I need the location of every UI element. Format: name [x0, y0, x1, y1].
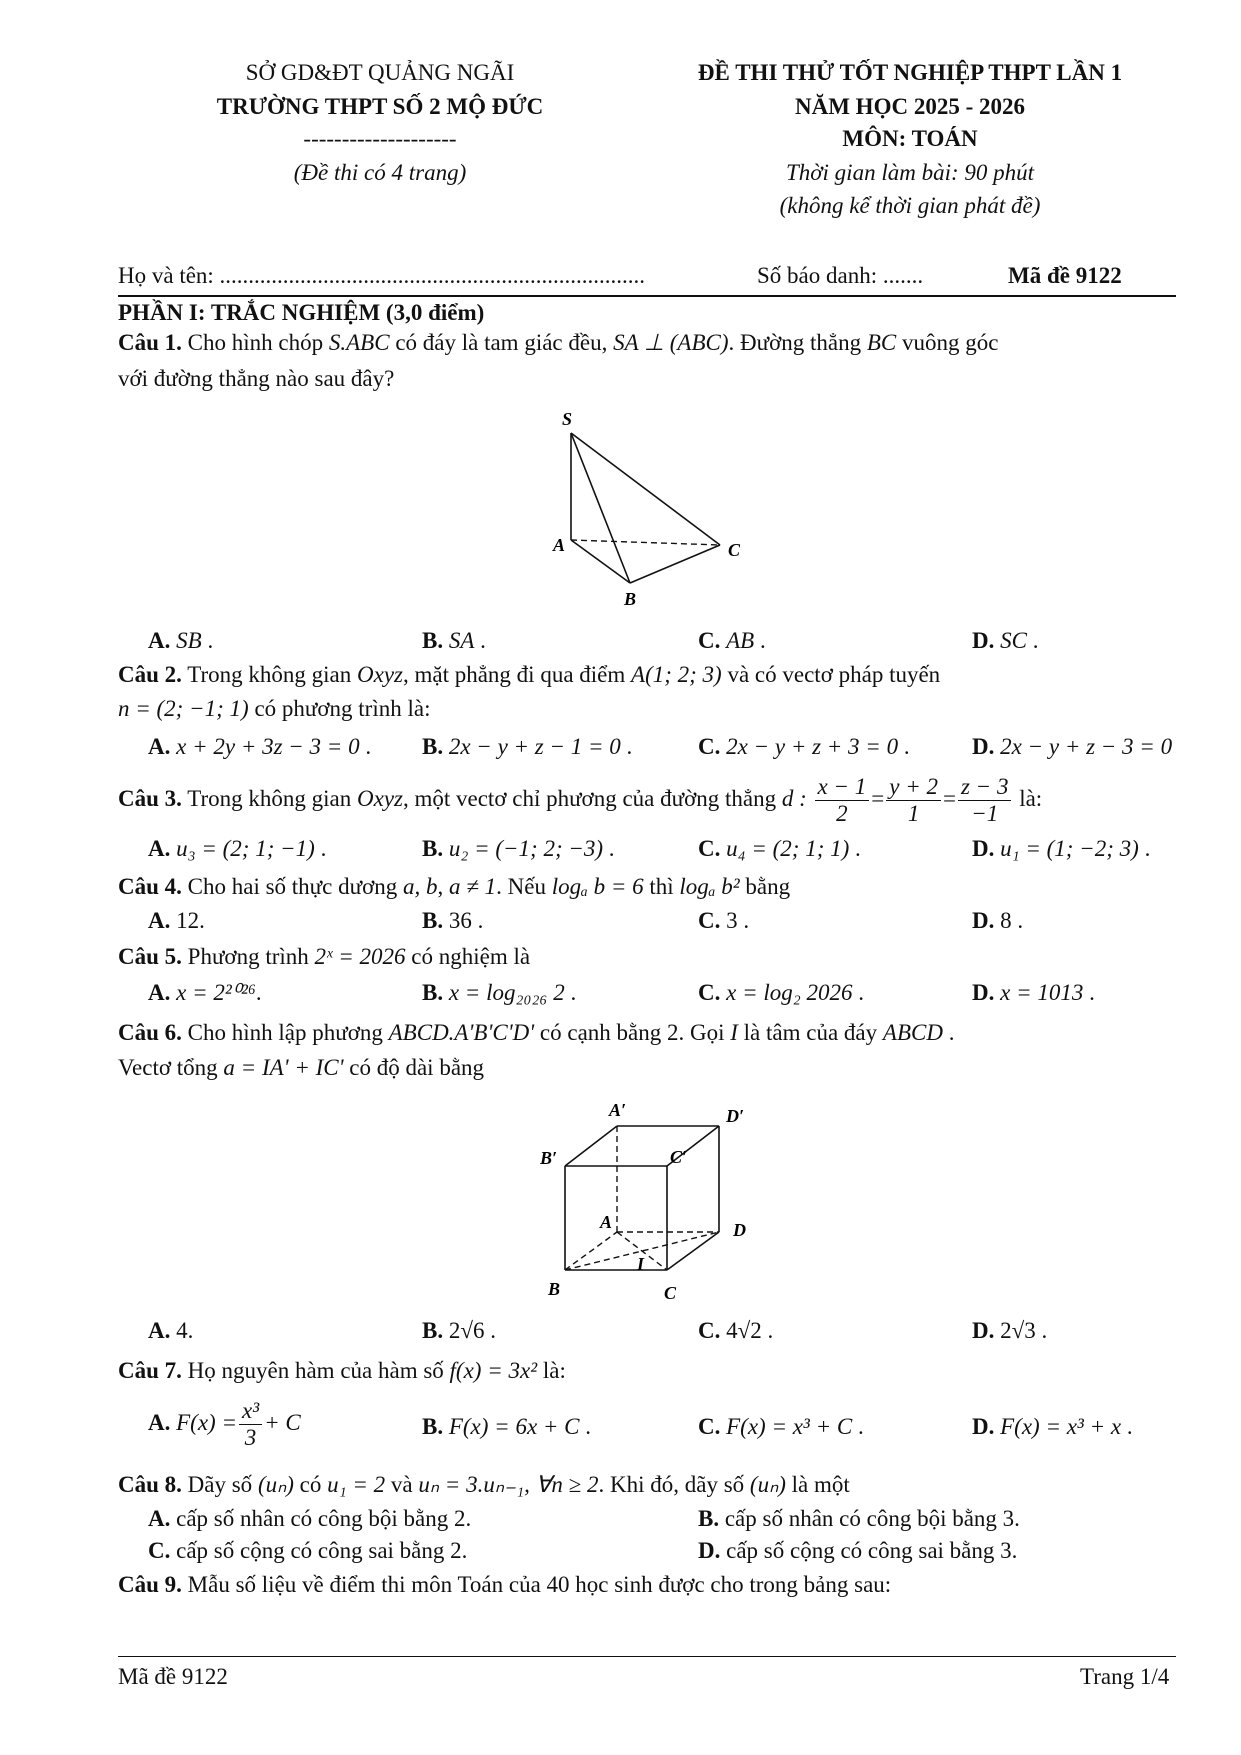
question-7: Câu 7. Họ nguyên hàm của hàm số f(x) = 3x² là: — [118, 1358, 566, 1383]
q1-option-b[interactable]: B. SA . — [422, 628, 486, 653]
q3-option-a[interactable]: A. u₃ = (2; 1; −1) . — [148, 836, 327, 861]
q2-option-b[interactable]: B. 2x − y + z − 1 = 0 . — [422, 734, 633, 759]
q2-option-d[interactable]: D. 2x − y + z − 3 = 0 — [972, 734, 1173, 759]
q6-option-a[interactable]: A. 4. — [148, 1318, 194, 1343]
exam-code: Mã đề 9122 — [1008, 263, 1122, 288]
question-6: Câu 6. Cho hình lập phương ABCD.A'B'C'D' có cạnh bằng 2. Gọi I là tâm của đáy ABCD . — [118, 1020, 955, 1045]
q3-option-b[interactable]: B. u₂ = (−1; 2; −3) . — [422, 836, 615, 861]
question-6-line2: Vectơ tổng a = IA' + IC' có độ dài bằng — [118, 1055, 485, 1080]
section-title: PHẦN I: TRẮC NGHIỆM (3,0 điểm) — [118, 300, 485, 325]
q4-option-a[interactable]: A. 12. — [148, 908, 205, 933]
page-count-note: (Đề thi có 4 trang) — [293, 160, 467, 185]
question-4: Câu 4. Cho hai số thực dương a, b, a ≠ 1. Nếu logₐ b = 6 thì logₐ b² bằng — [118, 874, 791, 899]
q8-option-b[interactable]: B. cấp số nhân có công bội bằng 3. — [698, 1506, 1020, 1531]
question-2: Câu 2. Trong không gian Oxyz, mặt phẳng đi qua điểm A(1; 2; 3) và có vectơ pháp tuyến — [118, 662, 941, 687]
q5-option-b[interactable]: B. x = log₂₀₂₆ 2 . — [422, 980, 577, 1005]
pyramid-figure — [540, 405, 760, 605]
footer-exam-code: Mã đề 9122 — [118, 1664, 228, 1689]
q8-option-a[interactable]: A. cấp số nhân có công bội bằng 2. — [148, 1506, 472, 1531]
vertex-label-b: B — [624, 589, 637, 605]
vertex-label-c: C — [728, 540, 741, 560]
q3-option-d[interactable]: D. u₁ = (1; −2; 3) . — [972, 836, 1151, 861]
vertex-label-b-prime: B′ — [540, 1148, 558, 1168]
q7-option-c[interactable]: C. F(x) = x³ + C . — [698, 1414, 864, 1439]
student-name-field: Họ và tên: .......................................................................... — [118, 263, 646, 288]
q7-option-b[interactable]: B. F(x) = 6x + C . — [422, 1414, 592, 1439]
fraction-3: $\frac{z - 3}{-1}$ — [958, 774, 1011, 828]
vertex-label-s: S — [562, 409, 573, 429]
q8-option-d[interactable]: D. cấp số cộng có công sai bằng 3. — [698, 1538, 1018, 1563]
header-dashes: -------------------- — [303, 126, 457, 151]
q7-option-d[interactable]: D. F(x) = x³ + x . — [972, 1414, 1133, 1439]
q4-option-b[interactable]: B. 36 . — [422, 908, 484, 933]
q6-option-d[interactable]: D. 2√3 . — [972, 1318, 1048, 1343]
vertex-label-c: C — [664, 1283, 677, 1303]
question-1: Câu 1. Cho hình chóp S.ABC có đáy là tam giác đều, SA ⊥ (ABC). Đường thẳng BC vuông góc — [118, 330, 999, 355]
point-label-i: I — [637, 1254, 645, 1274]
q7-option-a[interactable]: A. F(x) = $\frac{\text{x³}}{3}$ + C — [148, 1398, 301, 1451]
vertex-label-a-prime: A′ — [609, 1100, 627, 1120]
q3-option-c[interactable]: C. u₄ = (2; 1; 1) . — [698, 836, 861, 861]
fraction-2: $\frac{y + 2}{1}$ — [886, 774, 941, 828]
school-name: TRƯỜNG THPT SỐ 2 MỘ ĐỨC — [216, 94, 544, 119]
question-8: Câu 8. Dãy số (uₙ) có u₁ = 2 và uₙ = 3.uₙ₋₁, ∀n ≥ 2. Khi đó, dãy số (uₙ) là một — [118, 1472, 850, 1497]
q4-option-d[interactable]: D. 8 . — [972, 908, 1024, 933]
footer-page-number: Trang 1/4 — [1080, 1664, 1170, 1689]
question-1-line2: với đường thẳng nào sau đây? — [118, 366, 395, 391]
question-9: Câu 9. Mẫu số liệu về điểm thi môn Toán của 40 học sinh được cho trong bảng sau: — [118, 1572, 892, 1597]
vertex-label-d-prime: D′ — [726, 1106, 745, 1126]
vertex-label-a: A — [553, 535, 566, 555]
question-5: Câu 5. Phương trình 2ˣ = 2026 có nghiệm là — [118, 944, 531, 969]
q2-option-c[interactable]: C. 2x − y + z + 3 = 0 . — [698, 734, 910, 759]
q8-option-c[interactable]: C. cấp số cộng có công sai bằng 2. — [148, 1538, 468, 1563]
fraction-1: $\frac{x - 1}{2}$ — [815, 774, 870, 828]
vertex-label-a: A — [600, 1212, 613, 1232]
header-divider — [118, 295, 1176, 297]
exam-title: ĐỀ THI THỬ TỐT NGHIỆP THPT LẦN 1 — [697, 60, 1123, 85]
cube-figure — [540, 1092, 780, 1304]
q5-option-c[interactable]: C. x = log₂ 2026 . — [698, 980, 864, 1005]
q6-option-b[interactable]: B. 2√6 . — [422, 1318, 496, 1343]
school-department: SỞ GD&ĐT QUẢNG NGÃI — [245, 60, 515, 85]
vertex-label-b: B — [548, 1279, 561, 1299]
q5-option-a[interactable]: A. x = 2²⁰²⁶. — [148, 980, 262, 1005]
question-2-line2: n = (2; −1; 1) có phương trình là: — [118, 696, 431, 721]
fraction-x-cubed-over-3: $\frac{\text{x³}}{3}$ — [239, 1398, 262, 1452]
subject: MÔN: TOÁN — [842, 126, 978, 151]
footer-divider — [118, 1656, 1176, 1657]
duration-note: (không kể thời gian phát đề) — [779, 193, 1041, 218]
exam-duration: Thời gian làm bài: 90 phút — [785, 160, 1035, 185]
q4-option-c[interactable]: C. 3 . — [698, 908, 750, 933]
vertex-label-d: D — [733, 1220, 746, 1240]
school-year: NĂM HỌC 2025 - 2026 — [795, 94, 1025, 119]
q5-option-d[interactable]: D. x = 1013 . — [972, 980, 1095, 1005]
question-label: Câu 1. — [118, 330, 182, 355]
q1-option-a[interactable]: A. SB . — [148, 628, 214, 653]
q2-option-a[interactable]: A. x + 2y + 3z − 3 = 0 . — [148, 734, 372, 759]
question-3: Câu 3. Trong không gian Oxyz, một vectơ chỉ phương của đường thẳng d : $\frac{x - 1}{2}$ = $\frac{y + 2}{1}$ = $\frac{z - 3}{-1}$ là: — [118, 774, 1043, 827]
q6-option-c[interactable]: C. 4√2 . — [698, 1318, 774, 1343]
student-id-field: Số báo danh: ....... — [757, 263, 924, 288]
q1-option-c[interactable]: C. AB . — [698, 628, 766, 653]
vertex-label-c-prime: C′ — [670, 1147, 688, 1167]
q1-option-d[interactable]: D. SC . — [972, 628, 1039, 653]
